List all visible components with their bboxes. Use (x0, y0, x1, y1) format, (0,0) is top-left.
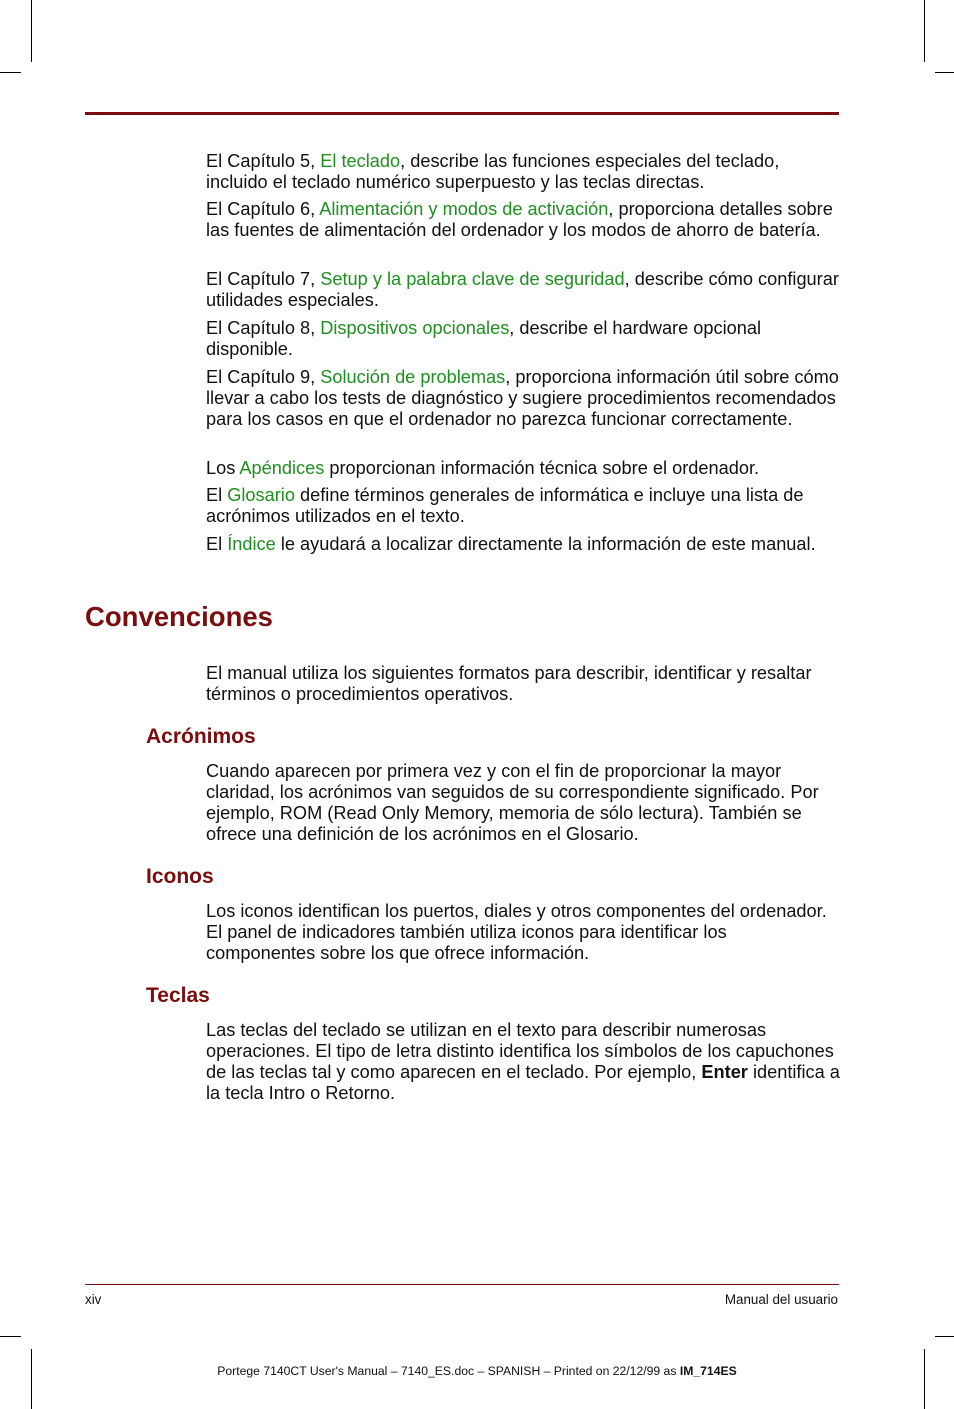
section-intro: El manual utiliza los siguientes formatos para describir, identificar y resaltar términos o procedimientos operativos. (206, 663, 812, 704)
subsection-title-teclas: Teclas (146, 984, 210, 1007)
crop-mark (0, 1336, 21, 1337)
text: , describe el hardware opcional disponible. (206, 318, 762, 359)
subsection-title-acronimos: Acrónimos (146, 725, 256, 748)
print-id: IM_714ES (679, 1364, 737, 1378)
chapter-paragraph (206, 151, 840, 193)
chapter-link[interactable]: Solución de problemas (320, 367, 506, 387)
text: identifica a la tecla Intro o Retorno. (206, 1062, 840, 1103)
text: , proporciona detalles sobre las fuentes de alimentación del ordenador y los modos de ahorro de batería. (206, 199, 833, 240)
crop-mark (31, 0, 32, 62)
crop-mark (924, 1349, 925, 1409)
page-number: xiv (85, 1292, 102, 1307)
section-title: Convenciones (85, 601, 273, 632)
chapter-link[interactable]: El teclado (320, 151, 401, 171)
text: , describe las funciones especiales del teclado, incluido el teclado numérico superpuesto y las teclas directas. (206, 151, 780, 192)
chapter-link[interactable]: Apéndices (239, 458, 325, 478)
text: El Capítulo 8, (206, 318, 321, 338)
text: El Capítulo 9, (206, 367, 321, 387)
chapter-paragraph (206, 458, 840, 479)
crop-mark (924, 0, 925, 62)
iconos-text: Los iconos identifican los puertos, diales y otros componentes del ordenador. El panel de indicadores también utiliza iconos para identificar los componentes sobre los que ofrece información. (206, 901, 827, 963)
text: El Capítulo 5, (206, 151, 321, 171)
text: El (206, 534, 228, 554)
text: le ayudará a localizar directamente la información de este manual. (275, 534, 816, 554)
chapter-paragraph (206, 485, 840, 527)
text: Las teclas del teclado se utilizan en el texto para describir numerosas operaciones. El tipo de letra distinto identifica los símbolos de los capuchones de las teclas tal y como aparecen en el teclado. Por ejemplo, (206, 1020, 834, 1082)
text: El Capítulo 7, (206, 269, 321, 289)
chapter-paragraph (206, 534, 840, 555)
manual-title: Manual del usuario (724, 1292, 838, 1307)
crop-mark (31, 1349, 32, 1409)
crop-mark (935, 72, 954, 73)
text: Los (206, 458, 240, 478)
text: , describe cómo configurar utilidades especiales. (206, 269, 839, 310)
crop-mark (935, 1336, 954, 1337)
text: , proporciona información útil sobre cómo llevar a cabo los tests de diagnóstico y sugiere procedimientos recomendados para los casos en que el ordenador no parezca funcionar correctamente. (206, 367, 839, 429)
text: proporcionan información técnica sobre el ordenador. (324, 458, 760, 478)
teclas-text (206, 1020, 840, 1104)
key-name: Enter (701, 1062, 748, 1082)
chapter-link[interactable]: Setup y la palabra clave de seguridad (320, 269, 625, 289)
chapter-paragraph (206, 199, 840, 241)
text: El (206, 485, 228, 505)
crop-mark (0, 72, 21, 73)
chapter-link[interactable]: Índice (227, 534, 276, 554)
text: Portege 7140CT User's Manual – 7140_ES.doc – SPANISH – Printed on 22/12/99 as (217, 1364, 680, 1378)
acronimos-text: Cuando aparecen por primera vez y con el fin de proporcionar la mayor claridad, los acrónimos van seguidos de su correspondiente significado. Por ejemplo, ROM (Read Only Memory, memoria de sólo lectura). También se ofrece una definición de los acrónimos en el Glosario. (206, 761, 819, 844)
text: define términos generales de informática e incluye una lista de acrónimos utilizados en el texto. (206, 485, 804, 526)
subsection-title-iconos: Iconos (146, 865, 214, 888)
chapter-paragraph (206, 367, 840, 430)
chapter-link[interactable]: Glosario (227, 485, 295, 505)
chapter-paragraph (206, 318, 840, 360)
chapter-link[interactable]: Dispositivos opcionales (320, 318, 510, 338)
header-rule (85, 112, 839, 115)
print-line (0, 1364, 954, 1378)
chapter-paragraph (206, 269, 840, 311)
footer-rule (85, 1284, 839, 1285)
text: El Capítulo 6, (206, 199, 320, 219)
chapter-link[interactable]: Alimentación y modos de activación (319, 199, 609, 219)
